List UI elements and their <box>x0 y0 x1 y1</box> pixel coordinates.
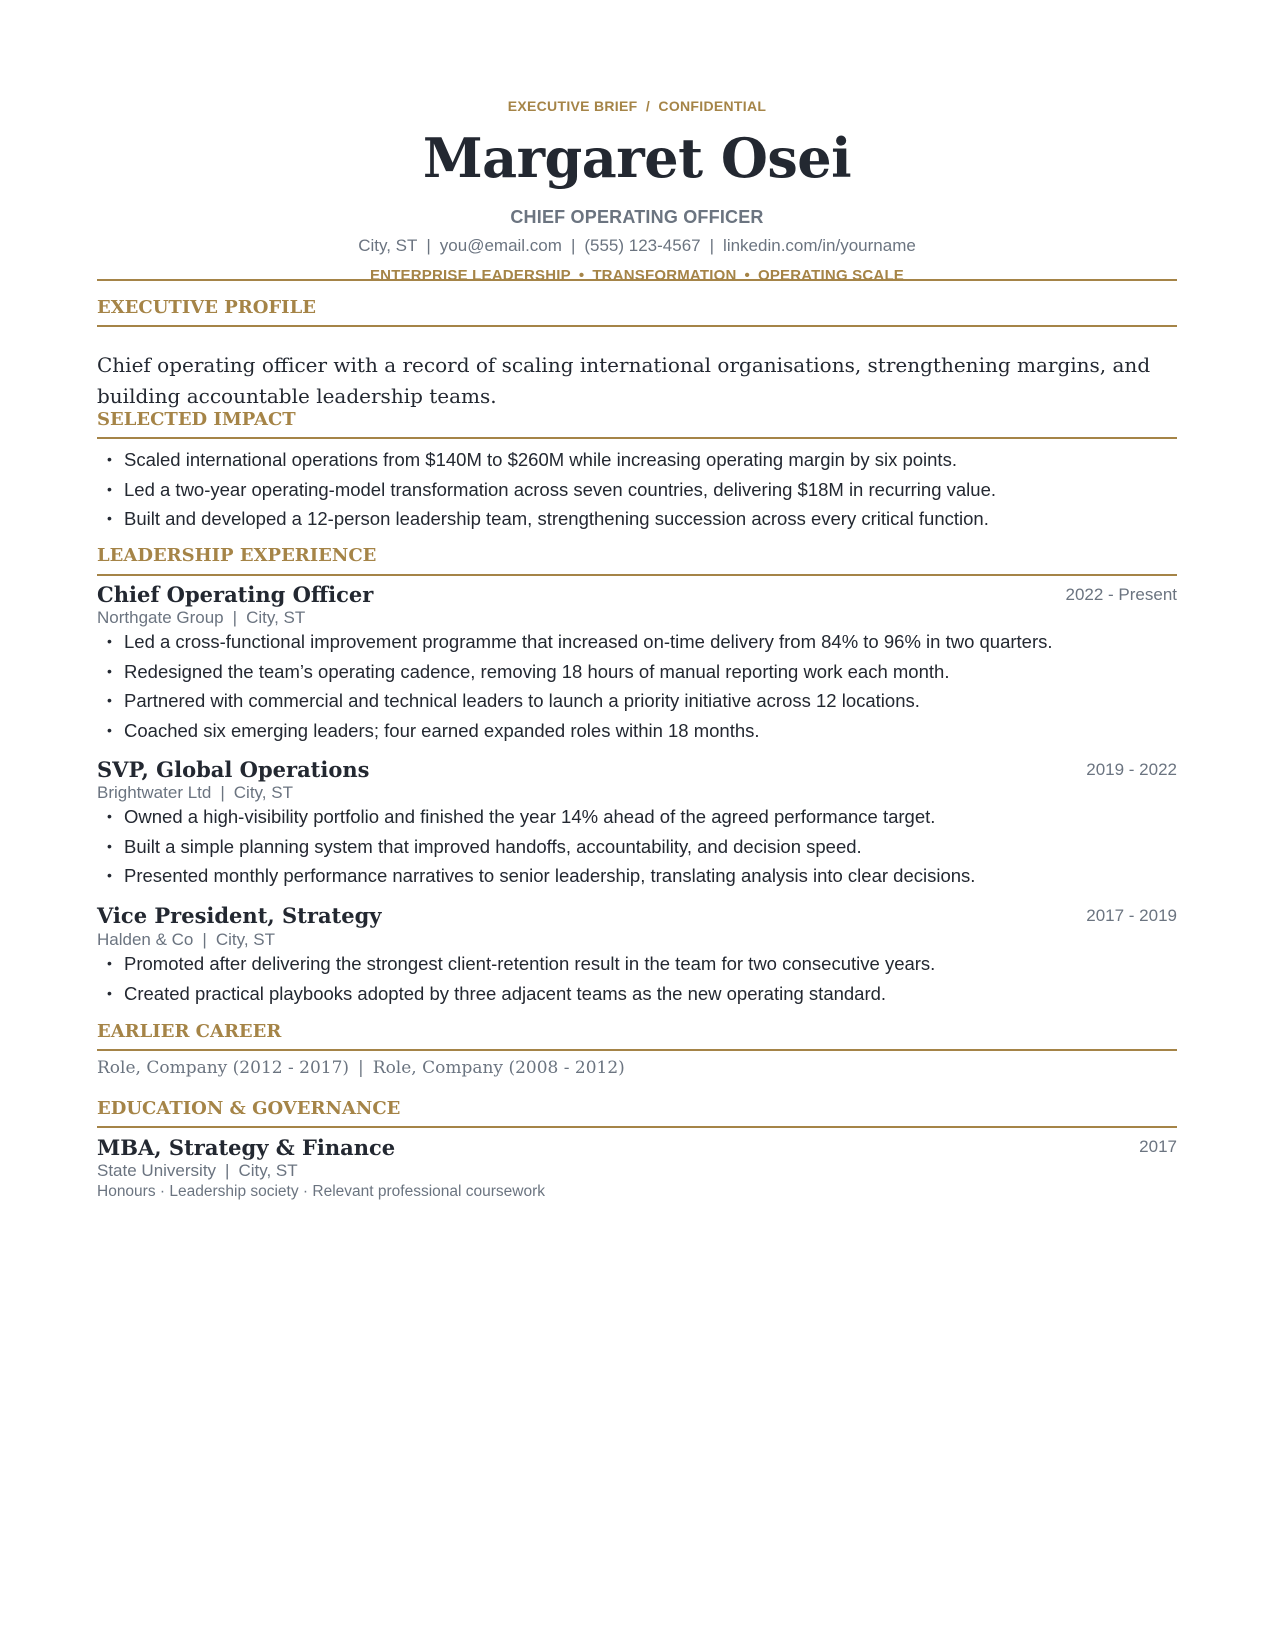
section-divider <box>97 1126 1177 1128</box>
bullet-separator: • <box>578 267 585 284</box>
list-item: • Promoted after delivering the strongest client-retention result in the team for two consecutive years. <box>97 949 1177 979</box>
separator: | <box>570 236 576 255</box>
bullet-icon: • <box>107 692 112 708</box>
tagline-item: ENTERPRISE LEADERSHIP <box>369 267 571 284</box>
job-organization <box>97 608 305 628</box>
company-name: Brightwater Ltd <box>97 783 212 802</box>
list-item: • Built and developed a 12-person leadership team, strengthening succession across every critical function. <box>97 504 1177 534</box>
job-dates: 2022 - Present <box>1065 585 1177 604</box>
list-item: • Redesigned the team’s operating cadence, removing 18 hours of manual reporting work each month. <box>97 657 1177 687</box>
bullet-icon: • <box>107 721 112 738</box>
section-divider <box>97 325 1177 327</box>
section-heading-education: EDUCATION & GOVERNANCE <box>97 1098 401 1119</box>
separator: | <box>202 930 207 949</box>
company-location: City, ST <box>215 930 275 949</box>
list-item: • Partnered with commercial and technical leaders to launch a priority initiative across 12 locations. <box>97 686 1177 716</box>
bullet-icon: • <box>107 867 112 883</box>
section-heading-impact: SELECTED IMPACT <box>97 409 296 430</box>
earlier-role: Role, Company (2008 - 2012) <box>372 1058 625 1078</box>
section-divider <box>97 574 1177 576</box>
separator: | <box>709 236 715 255</box>
earlier-role: Role, Company (2012 - 2017) <box>97 1058 350 1078</box>
education-honours: Honours · Leadership society · Relevant professional coursework <box>97 1183 545 1200</box>
list-item: • Led a two-year operating-model transformation across seven countries, delivering $18M in recurring value. <box>97 475 1177 505</box>
resume-page <box>97 0 1177 1650</box>
education-degree: MBA, Strategy & Finance <box>97 1135 396 1160</box>
company-location: City, ST <box>246 608 306 627</box>
job-bullets <box>97 802 1177 891</box>
school-location: City, ST <box>238 1161 298 1180</box>
job-role: SVP, Global Operations <box>97 757 370 782</box>
document-kicker: EXECUTIVE BRIEF / CONFIDENTIAL <box>507 98 767 114</box>
bullet-icon: • <box>107 633 112 649</box>
company-location: City, ST <box>233 783 293 802</box>
school-name: State University <box>97 1161 217 1180</box>
earlier-career-line <box>97 1058 625 1078</box>
section-divider <box>97 1049 1177 1051</box>
separator: | <box>225 1161 230 1180</box>
section-heading-earlier: EARLIER CAREER <box>97 1021 282 1042</box>
bullet-icon: • <box>107 662 112 679</box>
bullet-icon: • <box>107 955 112 971</box>
section-heading-profile: EXECUTIVE PROFILE <box>97 297 316 318</box>
job-role: Chief Operating Officer <box>97 582 374 607</box>
tagline-item: TRANSFORMATION <box>592 267 737 284</box>
job-dates: 2017 - 2019 <box>1086 906 1177 925</box>
bullet-icon: • <box>107 480 112 497</box>
job-organization <box>97 930 275 950</box>
education-institution <box>97 1161 298 1181</box>
candidate-title: CHIEF OPERATING OFFICER <box>510 207 764 227</box>
bullet-icon: • <box>107 808 112 824</box>
list-item: • Coached six emerging leaders; four earned expanded roles within 18 months. <box>97 716 1177 746</box>
list-item: • Scaled international operations from $140M to $260M while increasing operating margin by six points. <box>97 445 1177 475</box>
contact-linkedin[interactable]: linkedin.com/in/yourname <box>723 236 916 255</box>
list-item: • Owned a high-visibility portfolio and finished the year 14% ahead of the agreed performance target. <box>97 802 1177 832</box>
job-organization <box>97 783 293 803</box>
section-heading-experience: LEADERSHIP EXPERIENCE <box>97 545 377 566</box>
job-bullets <box>97 627 1177 745</box>
job-dates: 2019 - 2022 <box>1086 760 1177 779</box>
contact-email[interactable]: you@email.com <box>439 236 562 255</box>
list-item: • Built a simple planning system that improved handoffs, accountability, and decision speed. <box>97 832 1177 862</box>
company-name: Northgate Group <box>97 608 224 627</box>
separator: | <box>426 236 431 255</box>
separator: | <box>358 1058 364 1078</box>
list-item: • Led a cross-functional improvement programme that increased on-time delivery from 84% to 96% in two quarters. <box>97 627 1177 657</box>
list-item: • Presented monthly performance narratives to senior leadership, translating analysis into clear decisions. <box>97 861 1177 891</box>
separator: | <box>220 783 225 802</box>
list-item: • Created practical playbooks adopted by three adjacent teams as the new operating standard. <box>97 979 1177 1009</box>
bullet-icon: • <box>107 837 112 854</box>
header-divider <box>97 279 1177 281</box>
separator: | <box>232 608 238 627</box>
contact-phone: (555) 123-4567 <box>584 236 701 255</box>
contact-location: City, ST <box>358 236 418 255</box>
profile-summary: Chief operating officer with a record of scaling international organisations, strengthening margins, and building accountable leadership teams. <box>97 353 1151 408</box>
company-name: Halden & Co <box>97 930 194 949</box>
bullet-separator: • <box>744 267 750 284</box>
bullet-icon: • <box>107 451 112 467</box>
bullet-icon: • <box>107 984 112 1001</box>
job-role: Vice President, Strategy <box>97 903 382 928</box>
impact-list <box>97 445 1177 534</box>
education-year: 2017 <box>1139 1137 1177 1156</box>
bullet-icon: • <box>107 510 112 526</box>
tagline-item: OPERATING SCALE <box>757 267 905 284</box>
contact-line <box>97 236 1177 256</box>
job-bullets <box>97 949 1177 1008</box>
candidate-name: Margaret Osei <box>422 126 852 190</box>
tagline <box>97 267 1177 284</box>
section-divider <box>97 437 1177 439</box>
